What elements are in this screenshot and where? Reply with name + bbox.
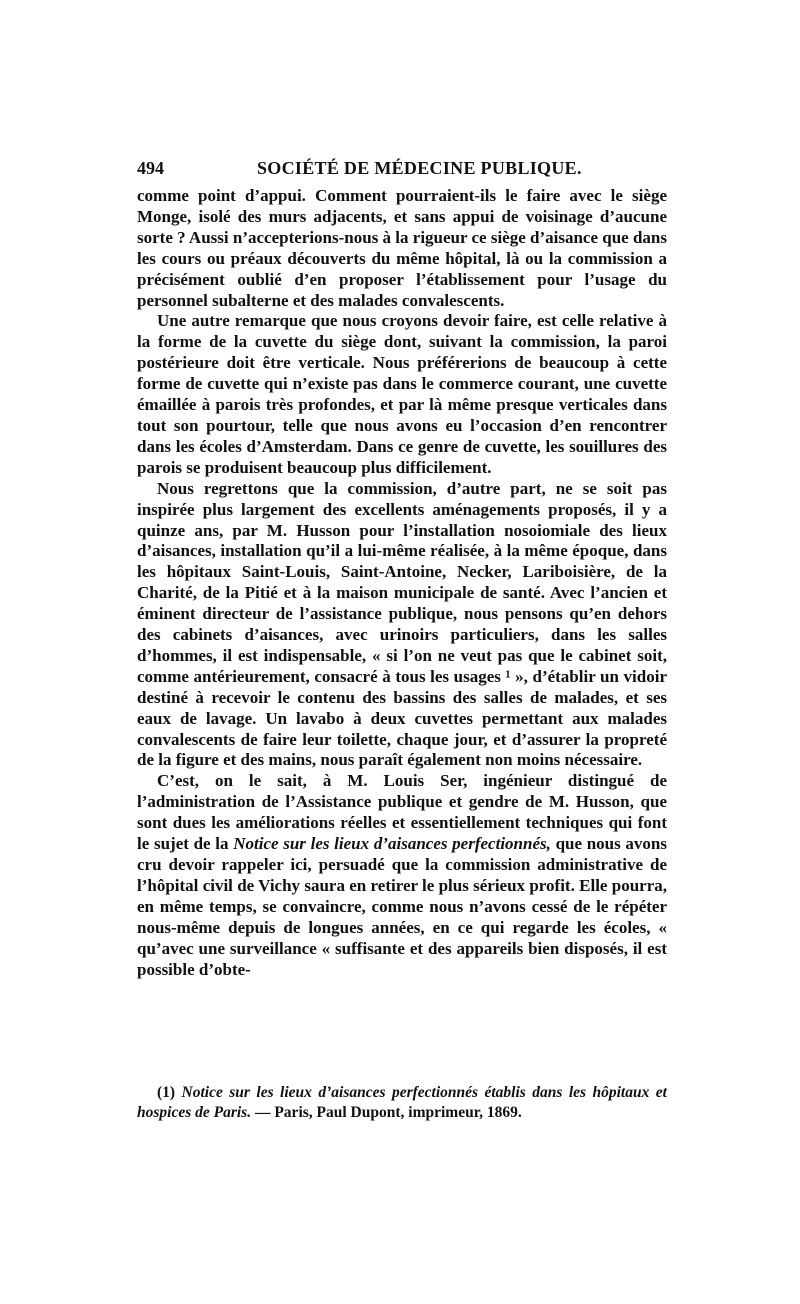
- paragraph: [137, 771, 667, 980]
- footnote: [137, 1083, 667, 1123]
- body-text: [137, 186, 667, 980]
- page-number: 494: [137, 158, 164, 178]
- page-header: [137, 157, 667, 179]
- notice-title-italic: Notice sur les lieux d’aisances perfectionnés,: [233, 834, 551, 854]
- running-title: SOCIÉTÉ DE MÉDECINE PUBLIQUE.: [257, 158, 582, 178]
- footnote-text: [137, 1083, 667, 1123]
- paragraph: Nous regrettons que la commission, d’autre part, ne se soit pas inspirée plus largement des excellents aménagements proposés, il y a quinze ans, par M. Husson pour l’installation nosoiomiale des lieux d’aisances, installation qu’il a lui-même réalisée, à la même époque, dans les hôpitaux Saint-Louis, Saint-Antoine, Necker, Lariboisière, de la Charité, de la Pitié et à la maison municipale de santé. Avec l’ancien et éminent directeur de l’assistance publique, nous pensons qu’en dehors des cabinets d’aisances, avec urinoirs particuliers, dans les salles d’hommes, il est indispensable, « si l’on ne veut pas que le cabinet soit, comme antérieurement, consacré à tous les usages ¹ », d’établir un vidoir destiné à recevoir le contenu des bassins des salles de malades, et ses eaux de lavage. Un lavabo à deux cuvettes permettant aux malades convalescents de faire leur toilette, chaque jour, et d’assurer la propreté de la figure et des mains, nous paraît également non moins nécessaire.: [137, 478, 667, 770]
- footnote-marker: (1): [157, 1084, 182, 1101]
- footnote-publisher: — Paris, Paul Dupont, imprimeur, 1869.: [251, 1104, 522, 1121]
- footnote-citation-title: Notice sur les lieux d’aisances perfectionnés établis dans les hôpitaux et hospices de Paris.: [137, 1084, 667, 1121]
- paragraph-text: que nous avons cru devoir rappeler ici, persuadé que la commission administrative de l’hôpital civil de Vichy saura en retirer le plus sérieux profit. Elle pourra, en même temps, se convaincre, comme nous n’avons cessé de le répéter nous-même depuis de longues années, en ce qui regarde les écoles, « qu’avec une surveillance « suffisante et des appareils bien disposés, il est possible d’obte-: [137, 834, 668, 979]
- paragraph: Une autre remarque que nous croyons devoir faire, est celle relative à la forme de la cuvette du siège dont, suivant la commission, la paroi postérieure doit être verticale. Nous préférerions de beaucoup à cette forme de cuvette qui n’existe pas dans le commerce courant, une cuvette émaillée à parois très profondes, et par là même presque verticales dans tout son pourtour, telle que nous avons eu l’occasion d’en rencontrer dans les écoles d’Amsterdam. Dans ce genre de cuvette, les souillures des parois se produisent beaucoup plus difficilement.: [137, 311, 667, 477]
- paragraph: comme point d’appui. Comment pourraient-ils le faire avec le siège Monge, isolé des murs adjacents, et sans appui de voisinage d’aucune sorte ? Aussi n’accepterions-nous à la rigueur ce siège d’aisance que dans les cours ou préaux découverts du même hôpital, là ou la commission a précisément oublié d’en proposer l’établissement pour l’usage du personnel subalterne et des malades convalescents.: [137, 186, 667, 310]
- paragraph-text: C’est, on le sait, à M. Louis Ser, ingénieur distingué de l’administration de l’Assistance publique et gendre de M. Husson, que sont dues les améliorations réelles et essentiellement techniques qui font le sujet de la: [137, 771, 667, 854]
